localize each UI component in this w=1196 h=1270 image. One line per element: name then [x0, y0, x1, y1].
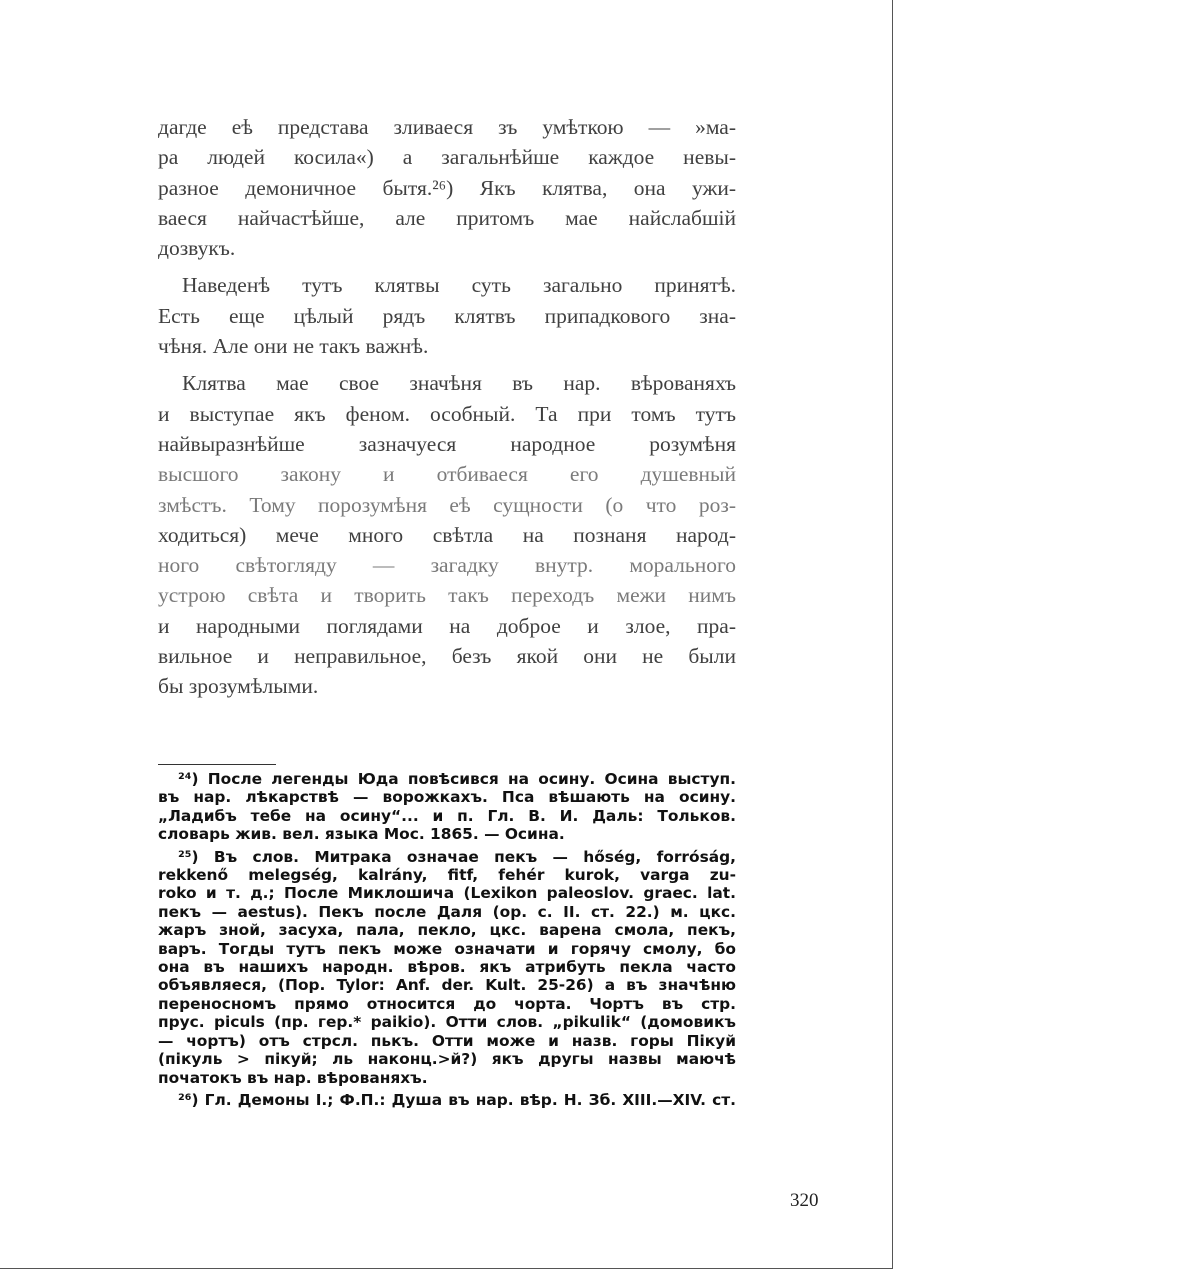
paragraph-2 — [158, 270, 736, 361]
footnote-line: въ нар. лѣкарствѣ — ворожкахъ. Пса вѣшають на осину. — [158, 788, 736, 807]
text-line: найвыразнѣйше зазначуеся народное розумѣня — [158, 431, 736, 456]
footnote-line: объявляеся, (Пор. Tylor: Anf. der. Kult. 25-26) а въ значѣню — [158, 976, 736, 995]
footnote-line: ²⁵) Въ слов. Митрака означае пекъ — hőség, forróság, — [178, 847, 736, 866]
footnote-line: ²⁶) Гл. Демоны I.; Ф.П.: Душа въ нар. вѣр. Н. Зб. XIII.—XIV. ст. — [178, 1090, 736, 1109]
footnote-line: ²⁴) После легенды Юда повѣсився на осину. Осина выступ. — [178, 770, 736, 788]
text-line: змѣстъ. Тому порозумѣня еѣ сущности (о что роз- — [158, 492, 736, 517]
footnote-24 — [158, 770, 736, 844]
text-line: Клятва мае свое значѣня въ нар. вѣрованяхъ — [182, 371, 736, 396]
footnote-line: прус. piculs (пр. гер.* paikio). Отти слов. „pikulik“ (домовикъ — [158, 1013, 736, 1032]
text-line: ходиться) мече много свѣтла на познаня народ- — [158, 522, 736, 547]
text-line: высшого закону и отбиваеся его душевный — [158, 462, 736, 487]
footnote-26 — [158, 1091, 736, 1109]
footnote-line: словарь жив. вел. языка Мос. 1865. — Осина. — [158, 825, 565, 844]
main-body-text — [158, 112, 736, 709]
footnote-line: „Ладибъ тебе на осину“... и п. Гл. В. И. Даль: Тольков. — [158, 806, 736, 825]
text-line: ного свѣтогляду — загадку внутр. морального — [158, 553, 736, 578]
text-line: и выступае якъ феном. особный. Та при томъ тутъ — [158, 401, 736, 426]
text-line: Есть еще цѣлый рядъ клятвъ припадкового зна- — [158, 303, 736, 328]
footnotes — [158, 770, 736, 1113]
footnote-line: roko и т. д.; После Миклошича (Lexikon paleoslov. graec. lat. — [158, 884, 736, 903]
footnote-line: жаръ зной, засуха, пала, пекло, цкс. варена смола, пекъ, — [158, 921, 736, 940]
text-line: и народными поглядами на доброе и злое, пра- — [158, 613, 736, 638]
footnote-line: початокъ въ нар. вѣрованяхъ. — [158, 1068, 428, 1087]
footnote-line: пекъ — aestus). Пекъ после Даля (op. c. II. ст. 22.) м. цкс. — [158, 902, 736, 921]
footnote-line: переносномъ прямо относится до чорта. Чортъ въ стр. — [158, 994, 736, 1013]
text-line: устрою свѣта и творить такъ переходъ межи нимъ — [158, 583, 736, 608]
page-number: 320 — [790, 1190, 819, 1211]
footnote-line: — чортъ) отъ стрсл. пькъ. Отти може и назв. горы Пікуй — [158, 1031, 736, 1050]
footnote-line: она въ нашихъ народн. вѣров. якъ атрибуть пекла часто — [158, 958, 736, 977]
paragraph-3 — [158, 368, 736, 701]
text-line: вильное и неправильное, безъ якой они не были — [158, 644, 736, 669]
footnote-line: rekkenő melegség, kalrány, fitf, fehér kurok, varga zu- — [158, 866, 736, 885]
footnote-line: варъ. Тогды тутъ пекъ може означати и горячу смолу, бо — [158, 939, 736, 958]
footnote-divider — [158, 764, 276, 765]
text-line: бы зрозумѣлыми. — [158, 674, 319, 699]
footnote-line: (пікуль > пікуй; ль наконц.>й?) якъ другы назвы маючѣ — [158, 1050, 736, 1069]
text-line: ра людей косила«) а загальнѣйше каждое невы- — [158, 145, 736, 170]
text-line: дагде еѣ представа зливаеся зъ умѣткою — »ма- — [158, 115, 736, 139]
text-line: Наведенѣ тутъ клятвы суть загально принятѣ. — [182, 273, 736, 298]
paragraph-1 — [158, 112, 736, 263]
text-line: чѣня. Але они не такъ важнѣ. — [158, 334, 429, 359]
footnote-25 — [158, 848, 736, 1087]
text-line: дозвукъ. — [158, 236, 236, 261]
text-line: ваеся найчастѣйше, але притомъ мае найслабшiй — [158, 205, 736, 230]
text-line: разное демоничное бытя.²⁶) Якъ клятва, она ужи- — [158, 175, 736, 200]
